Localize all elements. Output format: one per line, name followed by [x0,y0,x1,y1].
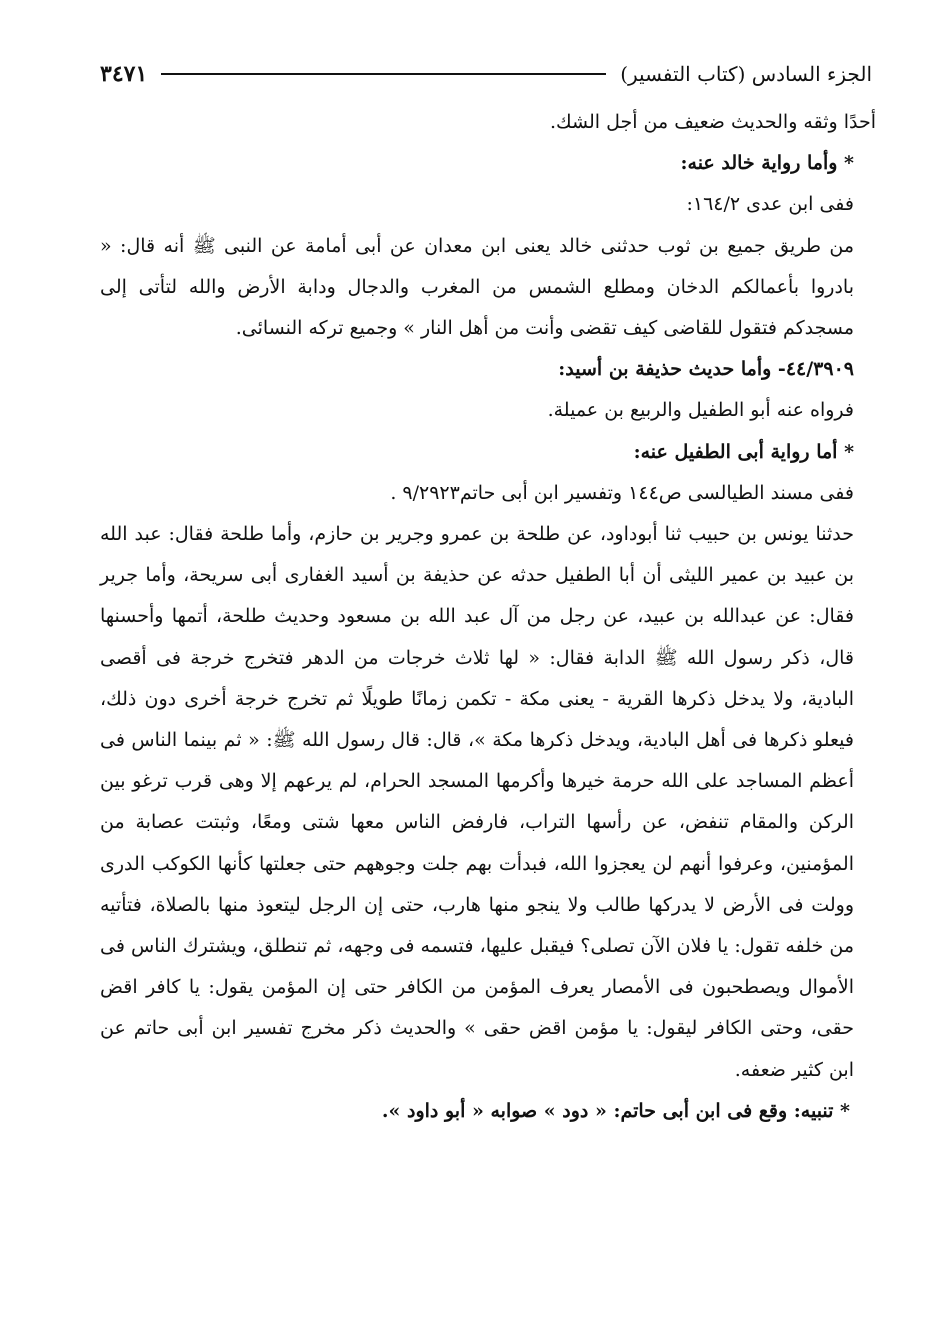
heading-hudhayfa: ٤٤/٣٩٠٩- وأما حديث حذيفة بن أسيد: [558,358,854,381]
source-tayalisi: ففى مسند الطيالسى ص١٤٤ وتفسير ابن أبى حاتم٩/٢٩٢٣ . [390,481,854,504]
hadith-abu-umama: من طريق جميع بن ثوب حدثنى خالد يعنى ابن معدان عن أبى أمامة عن النبى ﷺ أنه قال: « بادروا بأعمالكم الدخان ومطلع الشمس من المغرب والدجال ودابة الأرض والله لتأتى إلى مسجدكم فتقول للقاضى كيف تقضى وأنت من أهل النار » وجميع تركه النسائى. [100,234,854,340]
header-rule [161,73,606,75]
page-header [100,56,872,92]
hadith-dabba: حدثنا يونس بن حبيب ثنا أبوداود، عن طلحة بن عمرو وجرير بن حازم، وأما طلحة فقال: عبد الله بن عبيد بن عمير الليثى أن أبا الطفيل حدثه عن حذيفة بن أسيد الغفارى أبى سريحة، وأما جرير فقال: عن عبدالله بن عبيد، عن رجل من آل عبد الله بن مسعود وحديث طلحة، أتمها وأحسنها قال، ذكر رسول الله ﷺ الدابة فقال: « لها ثلاث خرجات من الدهر فتخرج خرجة فى أقصى البادية، ولا يدخل ذكرها القرية - يعنى مكة - تكمن زمانًا طويلًا ثم تخرج خرجة أخرى دون ذلك، فيعلو ذكرها فى أهل البادية، ويدخل ذكرها مكة »، قال: قال رسول الله ﷺ: « ثم بينما الناس فى أعظم المساجد على الله حرمة خيرها وأكرمها المسجد الحرام، لم يرعهم إلا وهى قرب ترغو بين الركن والمقام تنفض، عن رأسها التراب، فارفض الناس معها شتى ومعًا، وثبتت عصابة من المؤمنين، وعرفوا أنهم لن يعجزوا الله، فبدأت بهم جلت وجوههم حتى جعلتها كأنها الكوكب الدرى وولت فى الأرض لا يدركها طالب ولا ينجو منها هارب، حتى إن الرجل ليتعوذ منها بالصلاة، فتأتيه من خلفه تقول: يا فلان الآن تصلى؟ فيقبل عليها، فتسمه فى وجهه، ثم تنطلق، ويشترك الناس فى الأموال ويصطحبون فى الأمصار يعرف المؤمن من الكافر حتى إن المؤمن يقول: يا كافر اقض حقى، وحتى الكافر ليقول: يا مؤمن اقض حقى » والحديث ذكر مخرج تفسير ابن أبى حاتم عن ابن كثير ضعفه. [100,523,855,1081]
running-title: الجزء السادس (كتاب التفسير) [620,62,872,86]
heading-khalid: * وأما رواية خالد عنه: [680,152,854,175]
page-number: ٣٤٧١ [100,61,148,87]
heading-abu-tufayl: * أما رواية أبى الطفيل عنه: [633,440,854,463]
paragraph-1: أحدًا وثقه والحديث ضعيف من أجل الشك. [549,111,876,133]
note-tanbih: * تنبيه: وقع فى ابن أبى حاتم: « دود » صوابه « أبو داود ». [381,1099,850,1122]
page-body [100,102,876,1132]
narrators-line: فرواه عنه أبو الطفيل والربيع بن عميلة. [547,399,854,422]
source-ibn-adi: ففى ابن عدى ١٦٤/٢: [686,193,854,216]
